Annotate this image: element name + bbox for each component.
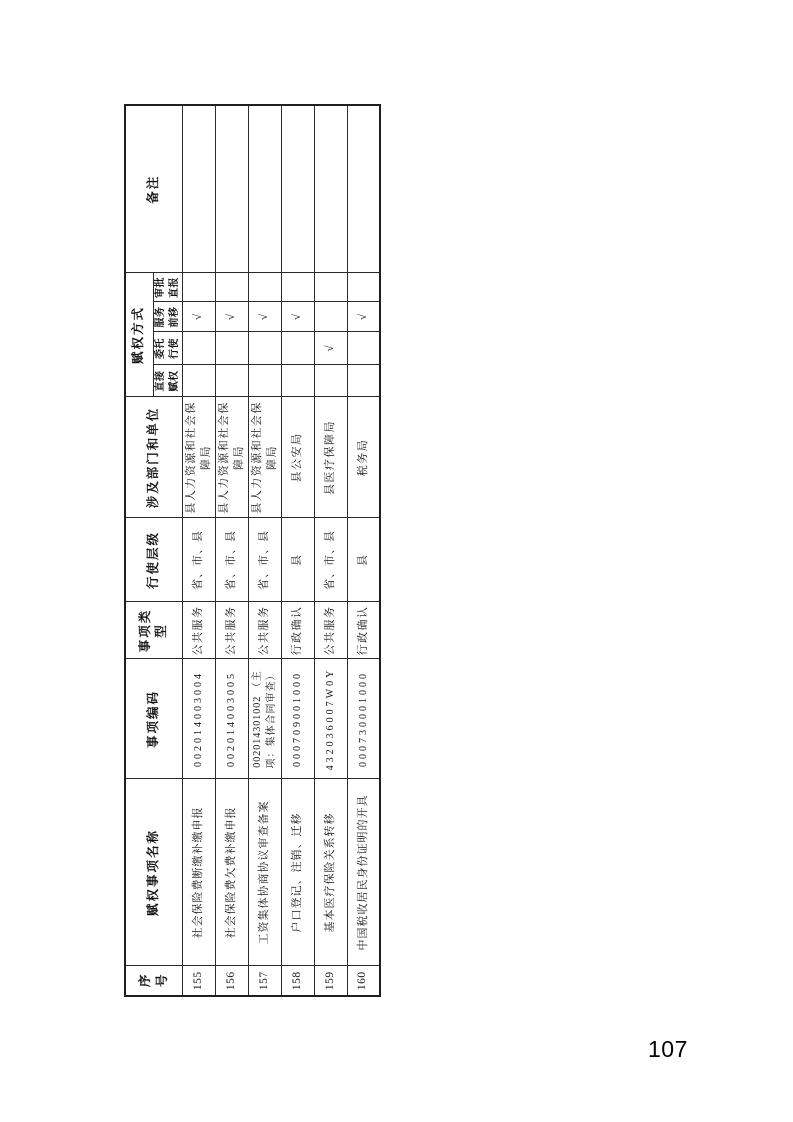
rotated-table-container xyxy=(124,106,382,998)
cell-remark xyxy=(215,105,248,273)
cell-level: 省、市、县 xyxy=(314,518,347,602)
col-header-remark: 备注 xyxy=(125,105,182,273)
cell-code: 002014003005 xyxy=(215,659,248,779)
cell-serial: 160 xyxy=(347,966,380,996)
col-header-name: 赋权事项名称 xyxy=(125,779,182,966)
cell-entrust xyxy=(182,332,215,365)
cell-code: 000730001000 xyxy=(347,659,380,779)
cell-remark xyxy=(347,105,380,273)
cell-type: 行政确认 xyxy=(281,602,314,659)
cell-direct xyxy=(215,365,248,397)
cell-remark xyxy=(248,105,281,273)
col-header-method-forward: 服务前移 xyxy=(153,302,182,332)
cell-serial: 157 xyxy=(248,966,281,996)
cell-code: 432036007W0Y xyxy=(314,659,347,779)
col-header-method-group: 赋权方式 xyxy=(125,273,153,397)
cell-type: 公共服务 xyxy=(182,602,215,659)
cell-name: 工资集体协商协议审查备案 xyxy=(248,779,281,966)
cell-name: 基本医疗保险关系转移 xyxy=(314,779,347,966)
cell-level: 县 xyxy=(281,518,314,602)
cell-forward xyxy=(314,302,347,332)
col-header-method-direct: 直接赋权 xyxy=(153,365,182,397)
cell-remark xyxy=(314,105,347,273)
cell-type: 公共服务 xyxy=(314,602,347,659)
cell-name: 中国税收居民身份证明的开具 xyxy=(347,779,380,966)
cell-dept: 县人力资源和社会保障局 xyxy=(215,397,248,518)
cell-remark xyxy=(182,105,215,273)
cell-entrust xyxy=(248,332,281,365)
cell-direct xyxy=(281,365,314,397)
cell-direct xyxy=(248,365,281,397)
cell-entrust xyxy=(281,332,314,365)
cell-forward: √ xyxy=(215,302,248,332)
cell-level: 省、市、县 xyxy=(182,518,215,602)
cell-approval xyxy=(182,273,215,302)
cell-dept: 县人力资源和社会保障局 xyxy=(248,397,281,518)
cell-entrust xyxy=(347,332,380,365)
cell-serial: 158 xyxy=(281,966,314,996)
cell-approval xyxy=(215,273,248,302)
cell-entrust: √ xyxy=(314,332,347,365)
cell-code: 002014003004 xyxy=(182,659,215,779)
col-header-method-approval: 审批直报 xyxy=(153,273,182,302)
cell-direct xyxy=(182,365,215,397)
cell-dept: 县公安局 xyxy=(281,397,314,518)
cell-serial: 159 xyxy=(314,966,347,996)
cell-direct xyxy=(347,365,380,397)
cell-approval xyxy=(248,273,281,302)
page-number: 107 xyxy=(648,1036,688,1062)
col-header-dept: 涉及部门和单位 xyxy=(125,397,182,518)
cell-level: 县 xyxy=(347,518,380,602)
cell-type: 公共服务 xyxy=(215,602,248,659)
col-header-type: 事项类型 xyxy=(125,602,182,659)
cell-serial: 156 xyxy=(215,966,248,996)
cell-forward: √ xyxy=(248,302,281,332)
cell-type: 行政确认 xyxy=(347,602,380,659)
cell-approval xyxy=(347,273,380,302)
table-row xyxy=(248,105,281,996)
cell-type: 公共服务 xyxy=(248,602,281,659)
cell-approval xyxy=(314,273,347,302)
table-row xyxy=(182,105,215,996)
cell-code: 002014301002 （主项：集体合同审查） xyxy=(248,659,281,779)
cell-forward: √ xyxy=(281,302,314,332)
cell-serial: 155 xyxy=(182,966,215,996)
cell-approval xyxy=(281,273,314,302)
cell-level: 省、市、县 xyxy=(215,518,248,602)
table-row xyxy=(215,105,248,996)
cell-level: 省、市、县 xyxy=(248,518,281,602)
cell-name: 户口登记、注销、迁移 xyxy=(281,779,314,966)
cell-dept: 税务局 xyxy=(347,397,380,518)
cell-name: 社会保险费欠费补缴申报 xyxy=(215,779,248,966)
cell-code: 000709001000 xyxy=(281,659,314,779)
cell-name: 社会保险费断缴补缴申报 xyxy=(182,779,215,966)
cell-forward: √ xyxy=(182,302,215,332)
col-header-code: 事项编码 xyxy=(125,659,182,779)
cell-dept: 县人力资源和社会保障局 xyxy=(182,397,215,518)
table-row xyxy=(281,105,314,996)
header-row-main xyxy=(125,105,153,996)
table-row xyxy=(314,105,347,996)
cell-entrust xyxy=(215,332,248,365)
cell-dept: 县医疗保障局 xyxy=(314,397,347,518)
cell-direct xyxy=(314,365,347,397)
col-header-level: 行使层级 xyxy=(125,518,182,602)
cell-remark xyxy=(281,105,314,273)
cell-forward: √ xyxy=(347,302,380,332)
table-row xyxy=(347,105,380,996)
col-header-serial: 序号 xyxy=(125,966,182,996)
col-header-method-entrust: 委托行使 xyxy=(153,332,182,365)
authorization-matters-table xyxy=(124,104,381,997)
